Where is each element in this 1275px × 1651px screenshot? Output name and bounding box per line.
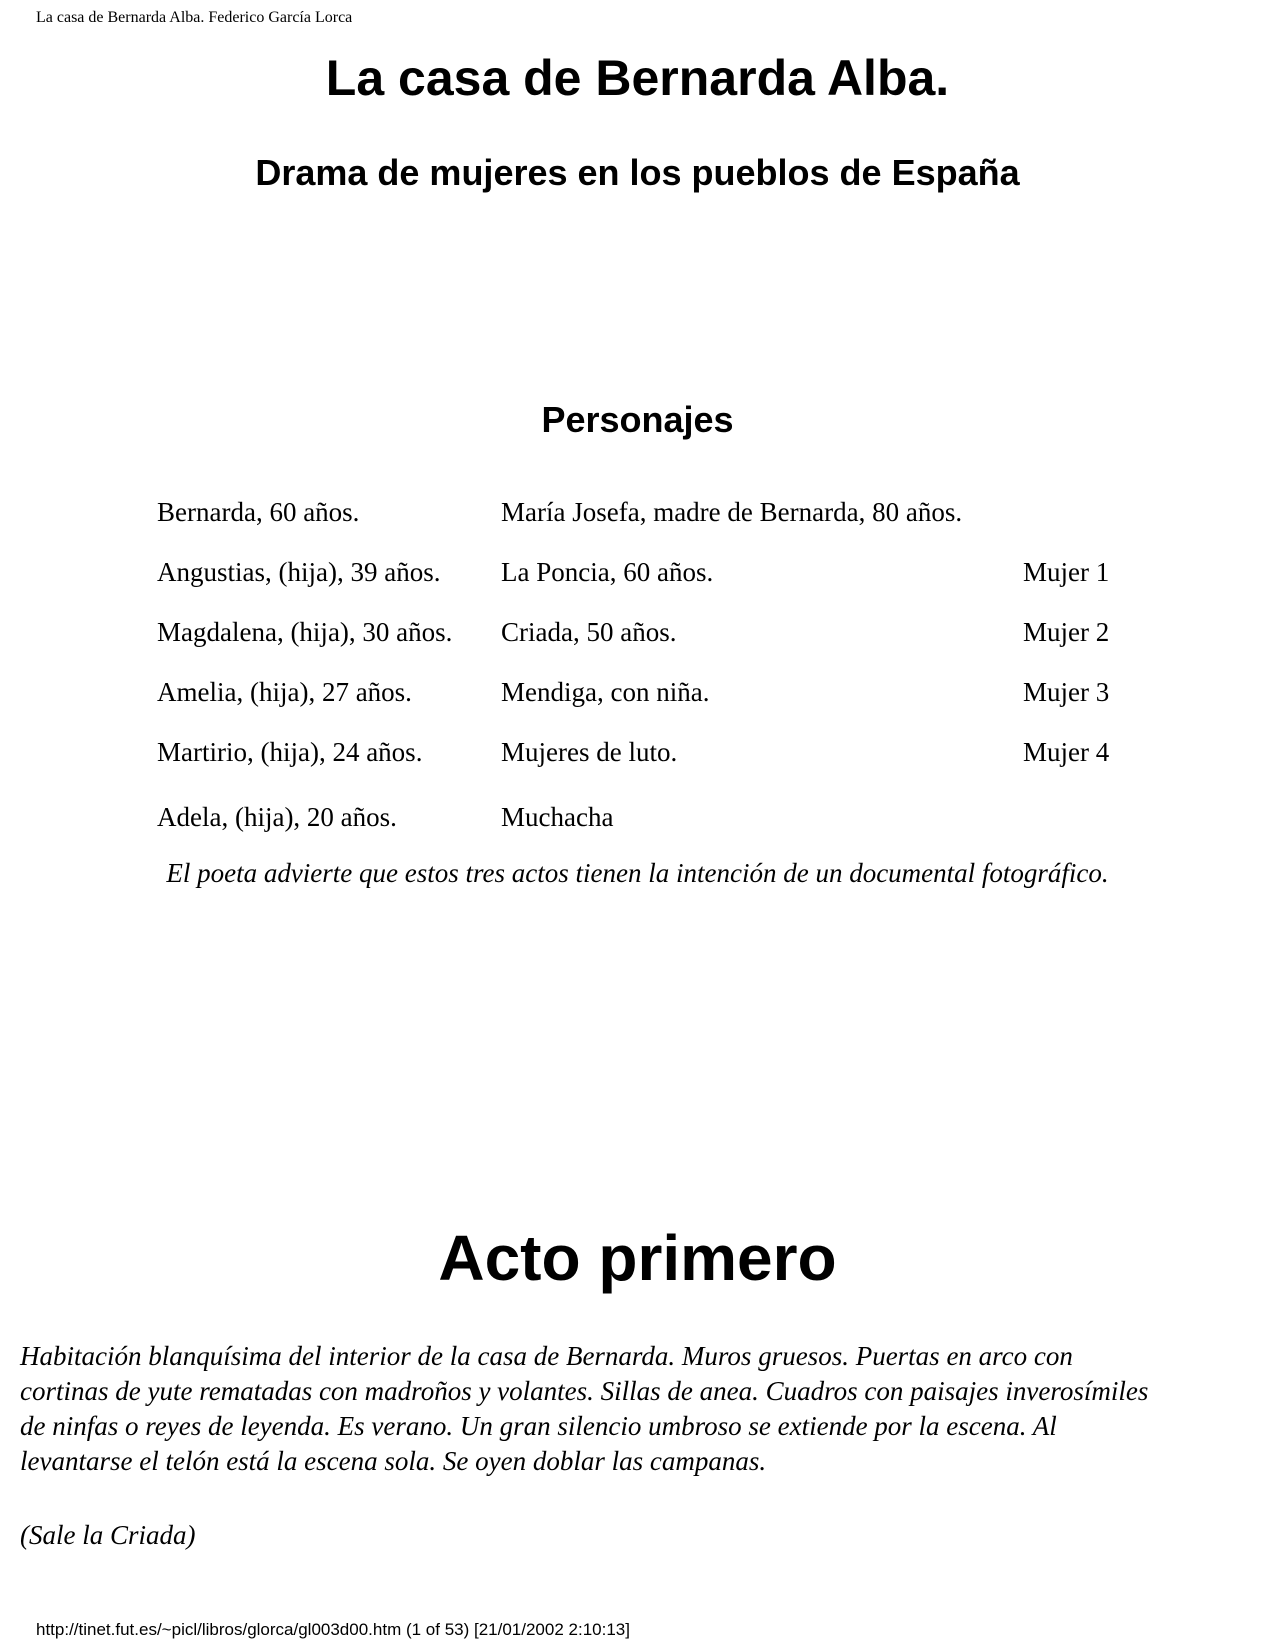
stage-direction: [20, 1339, 1260, 1479]
cast-character: Criada, 50 años.: [501, 617, 677, 647]
cast-character: Magdalena, (hija), 30 años.: [157, 617, 453, 647]
cast-character: La Poncia, 60 años.: [501, 557, 714, 587]
stage-direction-line: de ninfas o reyes de leyenda. Es verano. Un gran silencio umbroso se extiende por la escena. Al: [20, 1411, 1057, 1441]
cast-character: Mujer 2: [1023, 617, 1110, 647]
cast-character: Angustias, (hija), 39 años.: [157, 557, 441, 587]
cast-row: [157, 616, 1127, 648]
cast-character: Martirio, (hija), 24 años.: [157, 737, 423, 767]
cast-character: Amelia, (hija), 27 años.: [157, 677, 412, 707]
author-note: El poeta advierte que estos tres actos tienen la intención de un documental fotográfico.: [166, 858, 1109, 888]
stage-direction-line: levantarse el telón está la escena sola. Se oyen doblar las campanas.: [20, 1446, 767, 1476]
cast-character: Bernarda, 60 años.: [157, 497, 360, 527]
running-head: La casa de Bernarda Alba. Federico García Lorca: [36, 9, 353, 26]
stage-direction-line: cortinas de yute rematadas con madroños y volantes. Sillas de anea. Cuadros con paisajes inverosímiles: [20, 1376, 1149, 1406]
cast-character: Mujeres de luto.: [501, 737, 678, 767]
cast-row: [157, 736, 1127, 768]
cast-character: Adela, (hija), 20 años.: [157, 802, 397, 832]
cast-list: [157, 0, 1127, 860]
page-footer-url: http://tinet.fut.es/~picl/libros/glorca/gl003d00.htm (1 of 53) [21/01/2002 2:10:13]: [36, 1620, 630, 1639]
cast-heading: Personajes: [541, 399, 734, 440]
cast-row: [157, 676, 1127, 708]
exit-direction: (Sale la Criada): [20, 1520, 196, 1550]
cast-row: [157, 496, 1127, 528]
stage-direction-line: Habitación blanquísima del interior de la casa de Bernarda. Muros gruesos. Puertas en arco con: [20, 1341, 1073, 1371]
cast-character: María Josefa, madre de Bernarda, 80 años.: [501, 497, 963, 527]
cast-row: [157, 556, 1127, 588]
cast-character: Mendiga, con niña.: [501, 677, 710, 707]
act-heading: Acto primero: [438, 1222, 837, 1294]
cast-character: Mujer 3: [1023, 677, 1110, 707]
cast-row: [157, 801, 1127, 833]
document-subtitle: Drama de mujeres en los pueblos de España: [255, 152, 1020, 193]
cast-character: Muchacha: [501, 802, 614, 832]
cast-character: Mujer 4: [1023, 737, 1110, 767]
document-title: La casa de Bernarda Alba.: [325, 50, 950, 106]
cast-character: Mujer 1: [1023, 557, 1110, 587]
